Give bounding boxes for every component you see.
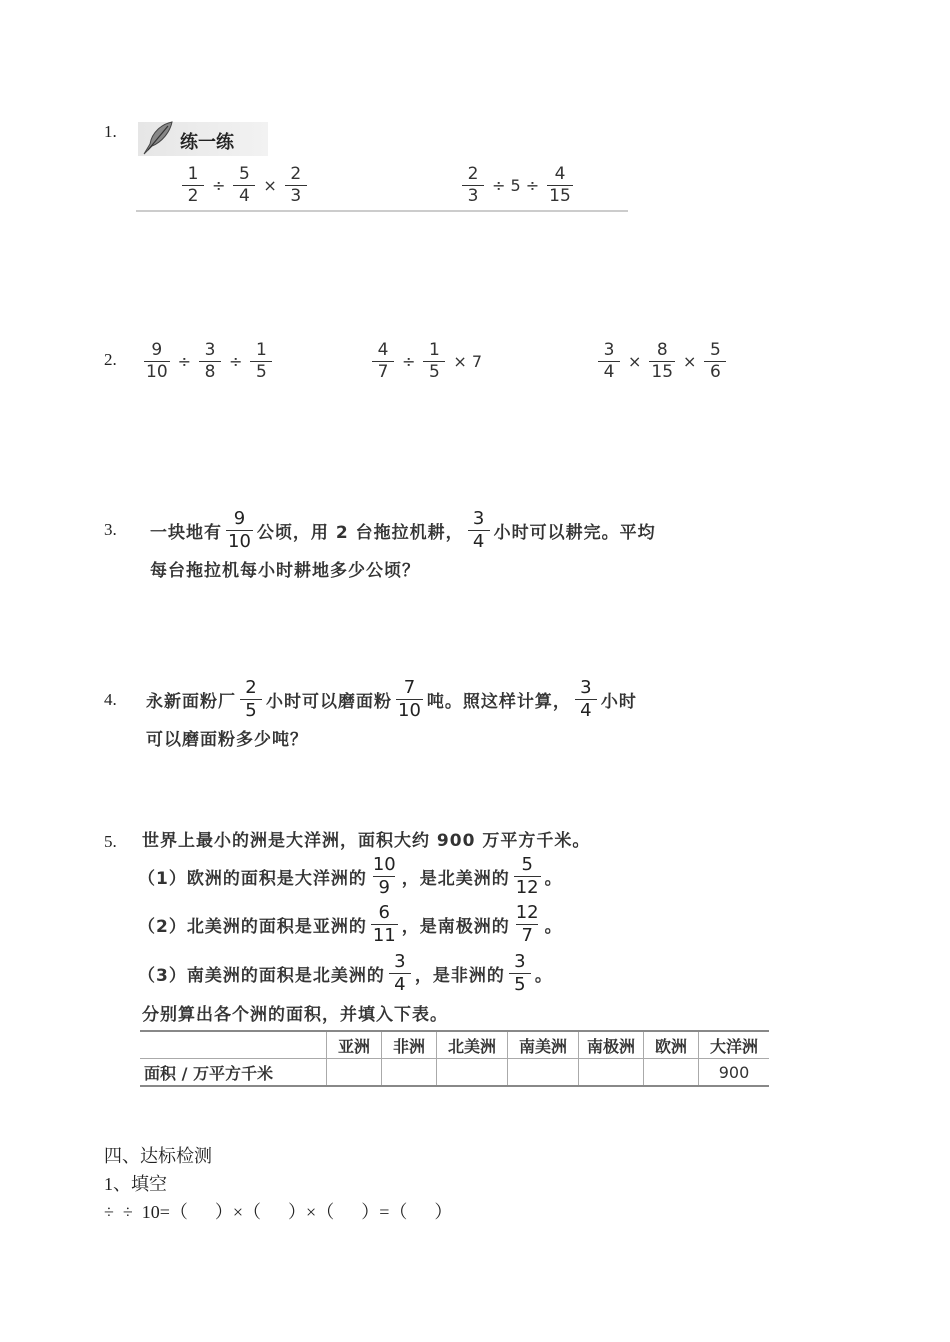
table-header-row (140, 1031, 769, 1059)
table-cell[interactable] (437, 1059, 508, 1087)
q2-expression-c: $\frac{3}{4}$ × $\frac{8}{15}$ × $\frac{5}{6}$ (594, 342, 730, 381)
q4-line-1: 永新面粉厂 $\frac{2}{5}$ 小时可以磨面粉 $\frac{7}{10}$ 吨。照这样计算， $\frac{3}{4}$ 小时 (146, 677, 637, 721)
table-cell[interactable] (644, 1059, 699, 1087)
table-cell: 900 (699, 1059, 770, 1087)
q5-statement-2: （2）北美洲的面积是亚洲的 $\frac{6}{11}$ ，是南极洲的 $\frac{12}{7}$ 。 (138, 902, 563, 946)
question-3-number: 3. (104, 520, 117, 539)
question-1-number: 1. (104, 122, 117, 141)
practice-banner-label: 练一练 (180, 132, 234, 153)
table-header-cell (140, 1031, 327, 1059)
table-header-cell: 南极洲 (579, 1031, 644, 1059)
continent-area-table (140, 1030, 769, 1087)
section-subheading: 1、填空 (104, 1174, 167, 1194)
quill-icon (138, 118, 178, 158)
q2-expression-a: $\frac{9}{10}$ ÷ $\frac{3}{8}$ ÷ $\frac{1}{5}$ (140, 342, 276, 381)
table-header-cell: 非洲 (382, 1031, 437, 1059)
q1-expression-b: $\frac{2}{3}$ ÷ 5 ÷ $\frac{4}{15}$ (458, 166, 577, 205)
q5-instruction: 分别算出各个洲的面积，并填入下表。 (142, 1005, 448, 1025)
q1-expression-a: $\frac{1}{2}$ ÷ $\frac{5}{4}$ × $\frac{2}{3}$ (178, 166, 311, 205)
question-2-number: 2. (104, 350, 117, 369)
q5-statement-3: （3）南美洲的面积是北美洲的 $\frac{3}{4}$ ，是非洲的 $\frac{3}{5}$ 。 (138, 951, 553, 995)
table-header-cell: 欧洲 (644, 1031, 699, 1059)
table-cell[interactable] (508, 1059, 579, 1087)
table-row (140, 1059, 769, 1087)
table-cell[interactable] (327, 1059, 382, 1087)
q2-expression-b: $\frac{4}{7}$ ÷ $\frac{1}{5}$ × 7 (368, 342, 486, 381)
q3-line-1: 一块地有 $\frac{9}{10}$ 公顷，用 2 台拖拉机耕， $\frac{3}{4}$ 小时可以耕完。平均 (150, 508, 656, 552)
table-header-cell: 北美洲 (437, 1031, 508, 1059)
question-4-number: 4. (104, 690, 117, 709)
table-header-cell: 南美洲 (508, 1031, 579, 1059)
divider-rule (136, 210, 628, 212)
table-cell[interactable] (382, 1059, 437, 1087)
table-row-label: 面积 / 万平方千米 (140, 1059, 327, 1087)
q5-statement-1: （1）欧洲的面积是大洋洲的 $\frac{10}{9}$ ，是北美洲的 $\frac{5}{12}$ 。 (138, 854, 563, 898)
question-5-number: 5. (104, 832, 117, 851)
q5-intro: 世界上最小的洲是大洋洲，面积大约 900 万平方千米。 (142, 831, 591, 851)
table-header-cell: 大洋洲 (699, 1031, 770, 1059)
fill-blank-line[interactable]: ÷ ÷ 10=（ ）×（ ）×（ ）=（ ） (104, 1202, 453, 1222)
table-cell[interactable] (579, 1059, 644, 1087)
section-heading: 四、达标检测 (104, 1146, 212, 1166)
table-header-cell: 亚洲 (327, 1031, 382, 1059)
q3-line-2: 每台拖拉机每小时耕地多少公顷？ (150, 561, 420, 581)
q4-line-2: 可以磨面粉多少吨？ (146, 730, 308, 750)
